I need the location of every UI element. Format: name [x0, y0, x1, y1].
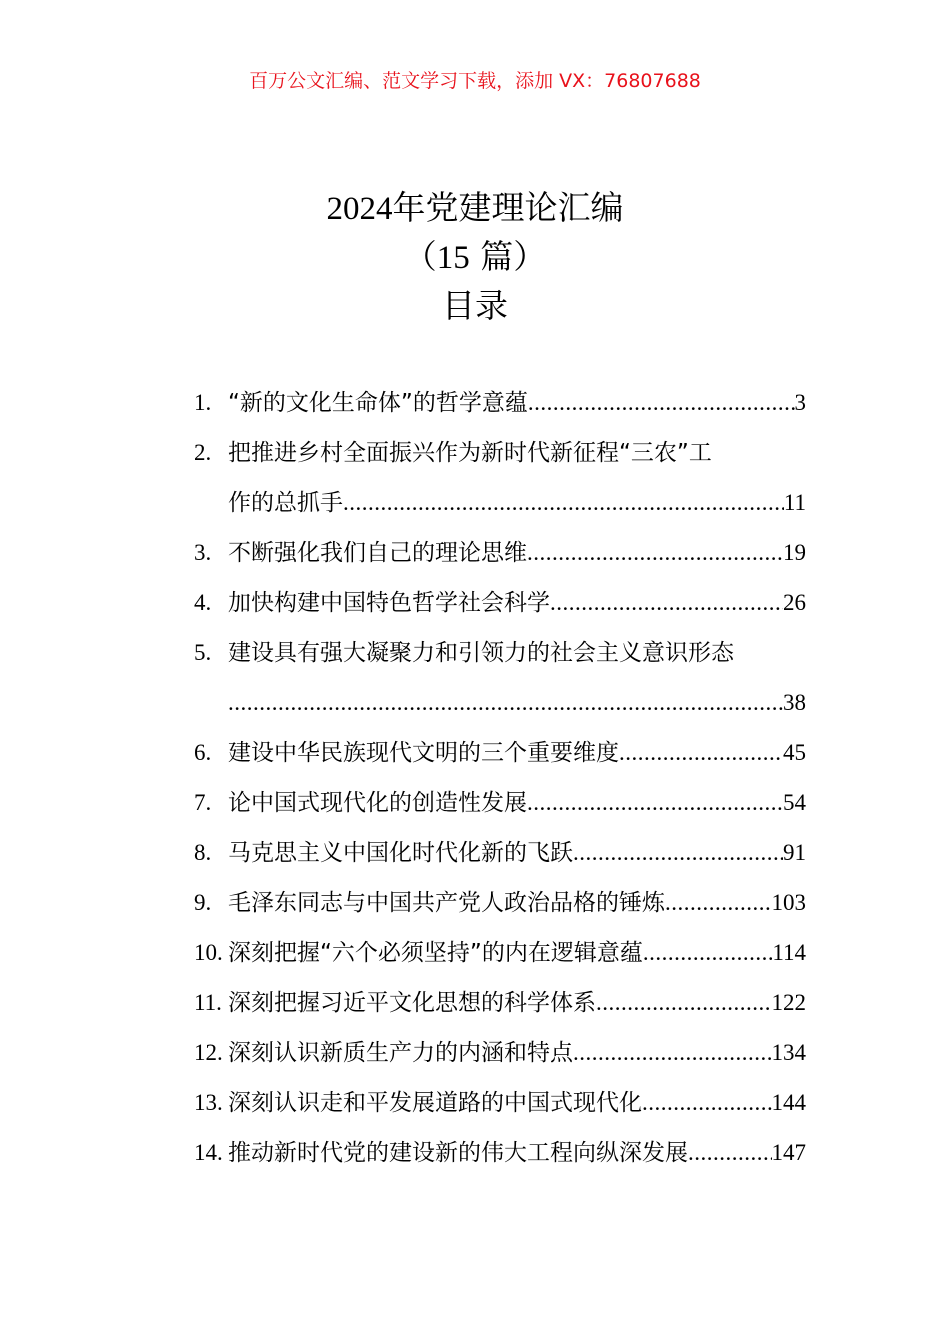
toc-entry-number: 1. — [194, 390, 212, 415]
count-word: 篇 — [480, 237, 514, 276]
toc-entry-page[interactable]: 11 — [783, 490, 806, 515]
toc-entry-page[interactable]: 122 — [771, 990, 806, 1015]
toc-entry-page[interactable]: 19 — [783, 540, 806, 565]
toc-entry[interactable] — [194, 828, 806, 878]
toc-entry-title[interactable]: 深刻把握“六个必须坚持”的内在逻辑意蕴 — [228, 940, 643, 966]
toc-entry-title[interactable]: 加快构建中国特色哲学社会科学 — [228, 590, 550, 616]
toc-entry-page[interactable]: 45 — [783, 740, 806, 765]
toc-dot-leader — [688, 1128, 772, 1178]
toc-dot-leader — [550, 578, 783, 628]
toc-dot-leader — [642, 1078, 772, 1128]
toc-entry[interactable] — [194, 578, 806, 628]
toc-entry-title[interactable]: 毛泽东同志与中国共产党人政治品格的锤炼 — [228, 890, 665, 916]
toc-dot-leader — [573, 828, 783, 878]
toc-entry[interactable] — [194, 778, 806, 828]
toc-dot-leader — [228, 678, 783, 728]
toc-dot-leader — [665, 878, 772, 928]
toc-dot-leader — [573, 1028, 772, 1078]
count-close: ） — [513, 237, 547, 276]
toc-entry-title[interactable]: “新的文化生命体”的哲学意蕴 — [228, 390, 528, 416]
toc-entry-title-continued[interactable]: 作的总抓手 — [228, 490, 343, 516]
header-banner: 百万公文汇编、范文学习下载，添加 VX：76807688 — [249, 70, 701, 92]
title-main: 年党建理论汇编 — [392, 188, 624, 227]
toc-entry-title[interactable]: 建设中华民族现代文明的三个重要维度 — [228, 740, 619, 766]
toc-entry-number: 7. — [194, 790, 212, 815]
toc-entry-page[interactable]: 91 — [783, 840, 806, 865]
toc-dot-leader — [528, 378, 795, 428]
title-block — [0, 183, 950, 330]
toc-entry[interactable] — [194, 978, 806, 1028]
toc-entry-number: 6. — [194, 740, 212, 765]
toc-entry-number: 5. — [194, 640, 212, 665]
toc-entry-number: 8. — [194, 840, 212, 865]
toc-entry-title[interactable]: 建设具有强大凝聚力和引领力的社会主义意识形态 — [228, 640, 734, 666]
toc-entry[interactable] — [194, 1078, 806, 1128]
document-title — [0, 183, 950, 232]
toc-entry-title[interactable]: 深刻把握习近平文化思想的科学体系 — [228, 990, 596, 1016]
toc-entry-page[interactable]: 144 — [771, 1090, 806, 1115]
toc-entry[interactable] — [194, 878, 806, 928]
toc-entry-title[interactable]: 推动新时代党的建设新的伟大工程向纵深发展 — [228, 1140, 688, 1166]
document-count — [0, 232, 950, 281]
toc-entry-number: 14. — [194, 1140, 223, 1165]
toc-entry-number: 10. — [194, 940, 223, 965]
toc-dot-leader — [527, 778, 783, 828]
toc-entry-page[interactable]: 3 — [794, 390, 806, 415]
toc-entry-number: 12. — [194, 1040, 223, 1065]
toc-dot-leader — [619, 728, 783, 778]
table-of-contents — [194, 378, 806, 1178]
toc-entry-page[interactable]: 114 — [772, 940, 806, 965]
toc-entry-number: 4. — [194, 590, 212, 615]
toc-entry-number: 3. — [194, 540, 212, 565]
toc-entry[interactable] — [194, 428, 806, 528]
toc-entry-title[interactable]: 把推进乡村全面振兴作为新时代新征程“三农”工 — [228, 440, 712, 466]
toc-dot-leader — [343, 478, 784, 528]
toc-dot-leader — [527, 528, 783, 578]
toc-entry-title[interactable]: 马克思主义中国化时代化新的飞跃 — [228, 840, 573, 866]
toc-entry-page[interactable]: 38 — [783, 690, 806, 715]
toc-entry-number: 11. — [194, 990, 222, 1015]
toc-entry[interactable] — [194, 928, 806, 978]
toc-entry[interactable] — [194, 1128, 806, 1178]
toc-heading: 目录 — [442, 286, 508, 325]
toc-entry-page[interactable]: 103 — [771, 890, 806, 915]
count-number: 15 — [436, 240, 470, 276]
toc-dot-leader — [643, 928, 773, 978]
count-open: （ — [403, 237, 437, 276]
toc-entry[interactable] — [194, 1028, 806, 1078]
toc-entry-title[interactable]: 论中国式现代化的创造性发展 — [228, 790, 527, 816]
toc-entry-title[interactable]: 不断强化我们自己的理论思维 — [228, 540, 527, 566]
toc-entry-page[interactable]: 26 — [783, 590, 806, 615]
toc-entry-number: 13. — [194, 1090, 223, 1115]
toc-entry-number: 9. — [194, 890, 212, 915]
toc-entry-title[interactable]: 深刻认识新质生产力的内涵和特点 — [228, 1040, 573, 1066]
title-year: 2024 — [326, 191, 393, 227]
toc-entry-page[interactable]: 147 — [771, 1140, 806, 1165]
toc-entry[interactable] — [194, 728, 806, 778]
toc-entry-number: 2. — [194, 440, 212, 465]
toc-entry-title[interactable]: 深刻认识走和平发展道路的中国式现代化 — [228, 1090, 642, 1116]
toc-entry-page[interactable]: 54 — [783, 790, 806, 815]
toc-dot-leader — [596, 978, 772, 1028]
toc-entry-page[interactable]: 134 — [771, 1040, 806, 1065]
toc-entry[interactable] — [194, 528, 806, 578]
toc-entry[interactable] — [194, 628, 806, 728]
toc-entry[interactable] — [194, 378, 806, 428]
